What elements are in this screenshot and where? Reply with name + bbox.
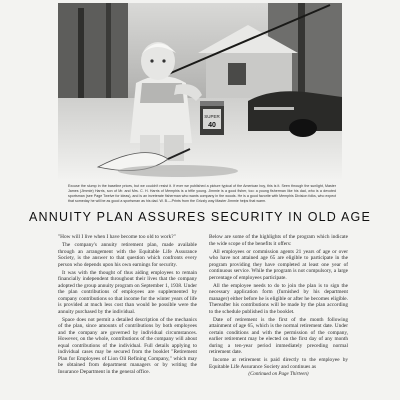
paragraph: The company's annuity retirement plan, made available through an arrangement with the Equitable Life Assurance Society, is the answer to that question which confronts every person who depends upon his own earnings for security. [58,242,197,268]
can-label-bottom: 40 [208,122,216,129]
can-label-top: SUPER [204,114,220,119]
paragraph: Below are some of the highlights of the program which indicate the wide scope of the benefits it offers: [209,234,348,247]
article-column-left [58,234,197,400]
boy-with-fishing-pole-photo [58,3,342,179]
continued-note: (Continued on Page Thirteen) [248,372,309,377]
article-body [58,234,348,400]
photo-illustration [58,3,342,179]
article-headline: ANNUITY PLAN ASSURES SECURITY IN OLD AGE [28,210,372,224]
photo-caption: Excuse the slump in the baseline prices, but we couldn't resist it. If ever we published a picture typical of the American boy, this is it. Seen through the sunlight, Master James (Jimmie) Harris, son of Mr. and Mrs. C. H. Harris of Memphis is a trifle young. Jimmie is a good fisher, too: a young fisherman like his dad, who is a devoted sportsman (see Page Twelve for ideas), and is an inveterate fisherman who wants company in the woods. He is a good favorite with Memphis Division folks, who expect that someday he will be as good a sportsman as his dad. W. B.—Prints from the Grizzly way Master Jimmie helps that warm. [68,184,336,203]
paragraph: All employees or commission agents 21 years of age or over who have not attained age 65 are eligible to participate in the program providing they have completed at least one year of continuous service. While the program is not compulsory, a large percentage of employees participate. [209,248,348,281]
paragraph: Space does not permit a detailed description of the mechanics of the plan, since amounts of contributions by both employees and the company are governed by individual circumstances. However, on the whole, contributions of the company will about equal contributions of the individual. Full details applying to individual cases may be secured from the booklet "Retirement Plan for Employees of Lion Oil Refining Company," which may be obtained from department managers or by writing the Insurance Department in the general office. [58,316,197,375]
paragraph: It was with the thought of thus aiding employees to remain financially independent throughout their lives that the company adopted the group annuity program on September 1, 1938. Under the plan contributions of employees are supplemented by company contributions so that income for the winter years of life is provided at much less cost than would be possible were the annuity purchased by the individual. [58,269,197,315]
paragraph: Income at retirement is paid directly to the employee by Equitable Life Assurance Society and continues as [209,357,348,370]
paragraph: "How will I live when I have become too old to work?" [58,234,176,240]
paragraph: Date of retirement is the first of the month following attainment of age 65, which is the normal retirement date. Under certain conditions and with the permission of the company, earlier retirement may be elected on the first day of any month during a ten-year period immediately preceding normal retirement date. [209,316,348,355]
paragraph: All the employee needs to do to join the plan is to sign the necessary application form (furnished by his department manager) either before he is eligible or after he becomes eligible. Thereafter his contributions will be made by the plan according to the schedule published in the booklet. [209,282,348,315]
article-column-right [209,234,348,400]
